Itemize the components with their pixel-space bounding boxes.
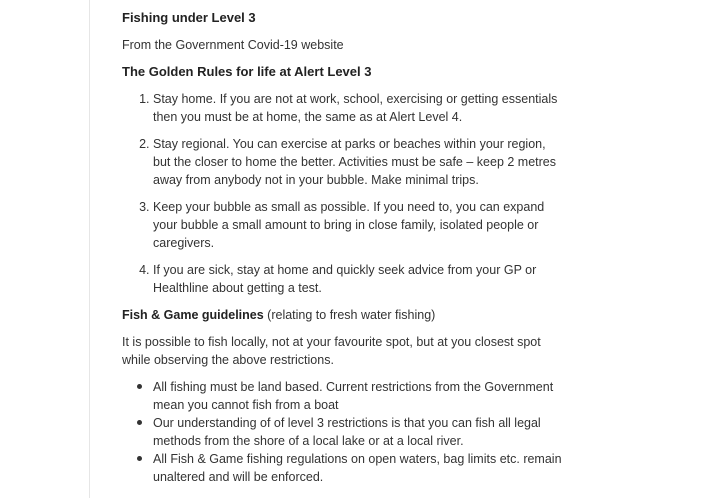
left-divider: [89, 0, 90, 498]
bullet-icon: [137, 420, 142, 425]
source-note: From the Government Covid-19 website: [122, 38, 344, 52]
fish-game-list: [122, 378, 562, 486]
section-heading: Fishing under Level 3: [122, 10, 256, 25]
fish-game-title: Fish & Game guidelines: [122, 308, 264, 322]
golden-rules-heading: The Golden Rules for life at Alert Level 3: [122, 64, 372, 79]
article-body: [122, 9, 562, 486]
list-item-text: All fishing must be land based. Current restrictions from the Government mean you cannot fish from a boat: [153, 380, 554, 412]
bullet-icon: [137, 384, 142, 389]
list-item: 1. Stay home. If you are not at work, school, exercising or getting essentials then you must be at home, the same as at Alert Level 4.: [153, 90, 562, 126]
fish-game-heading: [122, 306, 562, 324]
list-item: 3. Keep your bubble as small as possible. If you need to, you can expand your bubble a small amount to bring in close family, isolated people or caregivers.: [153, 198, 562, 252]
list-item-text: Our understanding of of level 3 restrictions is that you can fish all legal methods from the shore of a local lake or at a local river.: [153, 416, 541, 448]
list-item: [153, 378, 562, 414]
list-item: [153, 414, 562, 450]
list-item: 4. If you are sick, stay at home and quickly seek advice from your GP or Healthline about getting a test.: [153, 261, 562, 297]
bullet-icon: [137, 456, 142, 461]
fish-game-intro: It is possible to fish locally, not at your favourite spot, but at you closest spot while observing the above restrictions.: [122, 335, 541, 367]
golden-rules-list: [122, 90, 562, 297]
list-item: 2. Stay regional. You can exercise at parks or beaches within your region, but the closer to home the better. Activities must be safe – keep 2 metres away from anybody not in your bubble. Make minimal trips.: [153, 135, 562, 189]
list-item-text: All Fish & Game fishing regulations on open waters, bag limits etc. remain unaltered and will be enforced.: [153, 452, 562, 484]
list-item: [153, 450, 562, 486]
fish-game-subtitle: (relating to fresh water fishing): [263, 308, 436, 322]
